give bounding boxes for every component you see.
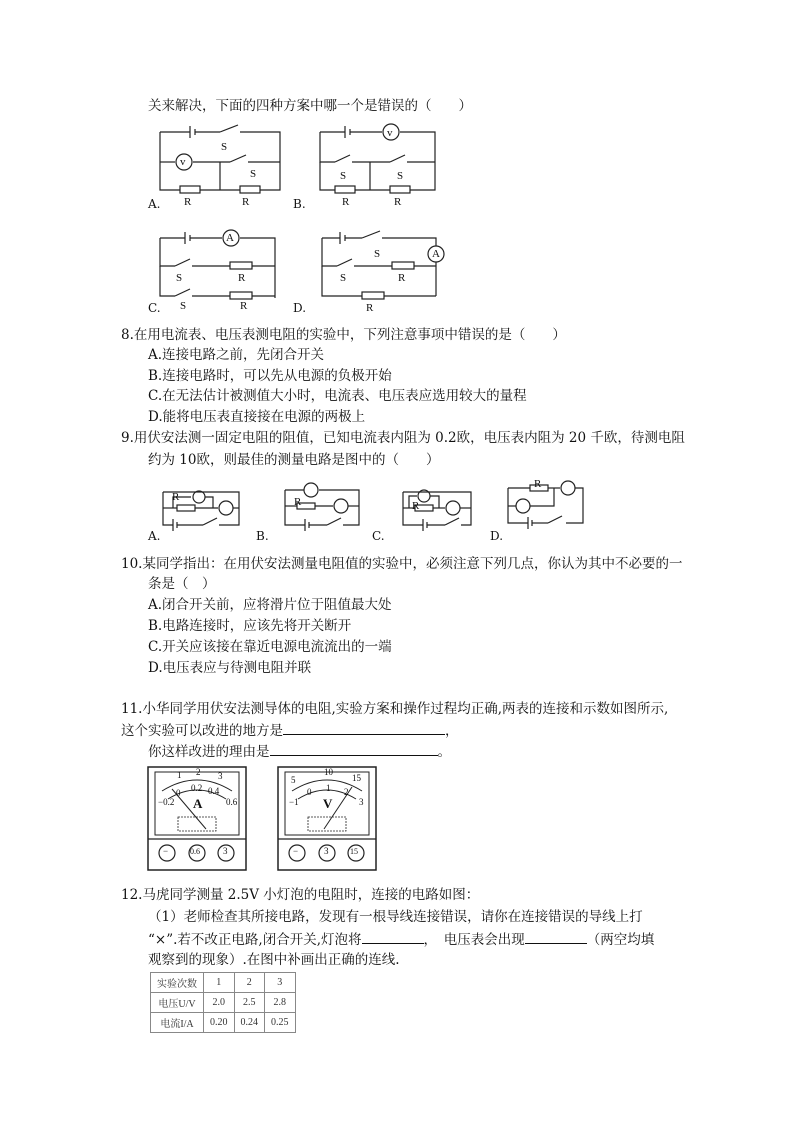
table-cell: 电压U/V <box>151 993 204 1013</box>
q9c-r-label: R <box>412 500 420 512</box>
q9-opt-c: C. <box>372 529 385 543</box>
q9d-r-label: R <box>534 478 542 490</box>
q9-opt-b: B. <box>256 529 269 543</box>
q7c-a-label: A <box>226 232 234 244</box>
table-header: 实验次数 <box>151 973 204 993</box>
table-cell: 2.8 <box>265 993 296 1013</box>
q11-stem-line1: 11.小华同学用伏安法测导体的电阻,实验方案和操作过程均正确,两表的连接和示数如图所示, <box>121 701 669 717</box>
voltmeter-bottom-2: 0 <box>307 787 312 797</box>
ammeter-bottom-5: 0.6 <box>226 797 238 807</box>
ammeter-bottom-4: 0.4 <box>208 786 220 796</box>
q11-stem-line3-text: 你这样改进的理由是 <box>148 744 270 760</box>
q12-data-table <box>150 972 296 1033</box>
q7d-a-label: A <box>432 248 440 260</box>
table-row <box>151 1013 296 1033</box>
q9b-r-label: R <box>294 496 302 508</box>
q7-opt-d: D. <box>293 301 307 315</box>
q12-part1-line2-text-a: “×”.若不改正电路,闭合开关,灯泡将 <box>148 932 362 948</box>
voltmeter-bottom-3: 1 <box>326 783 331 793</box>
voltmeter-top-3: 15 <box>352 773 361 783</box>
q12-blank-2[interactable] <box>525 929 587 944</box>
q12-part1-line1: （1）老师检查其所接电路，发现有一根导线连接错误，请你在连接错误的导线上打 <box>148 909 643 925</box>
q7b-rx-label: R <box>342 196 350 208</box>
q12-part1-line2-text-b: ， 电压表会出现 <box>423 932 525 948</box>
q7-circuit-b <box>320 122 450 212</box>
voltmeter-unit: V <box>323 796 333 811</box>
ammeter-top-3: 3 <box>218 771 223 781</box>
q8-option-a: A.连接电路之前，先闭合开关 <box>148 347 325 363</box>
q11-stem-line2-end: ， <box>445 723 459 739</box>
q7-circuit-d <box>322 228 452 313</box>
q7a-r1-label: R <box>242 196 250 208</box>
q8-option-d: D.能将电压表直接接在电源的两极上 <box>148 409 366 425</box>
voltmeter-terminal-15: 15 <box>350 847 358 856</box>
q11-stem-line2 <box>121 720 459 741</box>
q10-stem-line2: 条是（ ） <box>148 576 216 592</box>
q11-stem-line2-text: 这个实验可以改进的地方是 <box>121 723 283 739</box>
q7a-rx-label: R <box>184 196 192 208</box>
q7c-rx-label: R <box>238 272 246 284</box>
q10-option-a: A.闭合开关前，应将滑片位于阻值最大处 <box>148 597 392 613</box>
table-row <box>151 993 296 1013</box>
voltmeter-top-2: 10 <box>324 767 333 777</box>
q7b-s2-label: S <box>397 170 404 182</box>
voltmeter-bottom-1: −1 <box>289 797 299 807</box>
q9-opt-d: D. <box>490 529 504 543</box>
table-header: 2 <box>234 973 265 993</box>
q11-blank-1[interactable] <box>283 720 445 735</box>
q8-stem: 8.在用电流表、电压表测电阻的实验中，下列注意事项中错误的是（ ） <box>121 327 566 343</box>
table-header-row <box>151 973 296 993</box>
q7-opt-a: A. <box>148 197 161 211</box>
q9-stem-line1: 9.用伏安法测一固定电阻的阻值，已知电流表内阻为 0.2欧，电压表内阻为 20 千欧，待测电阻 <box>121 430 685 446</box>
ammeter-terminal-3: 3 <box>223 846 228 856</box>
ammeter-unit: A <box>193 796 203 811</box>
q12-part1-line3: 观察到的现象）.在图中补画出正确的连线. <box>148 952 400 968</box>
ammeter-top-2: 2 <box>196 767 201 777</box>
q7b-v-label: v <box>387 127 393 139</box>
q12-part1-line2-text-c: （两空均填 <box>586 932 655 948</box>
q7c-r1-label: R <box>240 300 248 312</box>
q10-option-c: C.开关应该接在靠近电源电流流出的一端 <box>148 639 392 655</box>
ammeter-terminal-neg: − <box>163 846 169 856</box>
ammeter-bottom-2: 0 <box>176 788 181 798</box>
table-cell: 2.5 <box>234 993 265 1013</box>
q7d-rx-label: R <box>398 272 406 284</box>
q11-stem-line3-end: 。 <box>437 744 451 760</box>
q7a-v-label: v <box>180 156 186 168</box>
voltmeter-bottom-5: 3 <box>359 797 364 807</box>
voltmeter-terminal-neg: − <box>293 846 299 856</box>
q7c-s1-label: S <box>180 300 187 312</box>
voltmeter-terminal-3: 3 <box>324 846 329 856</box>
table-cell: 电流I/A <box>151 1013 204 1033</box>
q9-stem-line2: 约为 10欧，则最佳的测量电路是图中的（ ） <box>148 452 440 468</box>
q7b-s1-label: S <box>340 170 347 182</box>
q10-stem-line1: 10.某同学指出：在用伏安法测量电阻值的实验中，必须注意下列几点，你认为其中不必要的一 <box>121 556 683 572</box>
ammeter-bottom-1: −0.2 <box>158 797 175 807</box>
q8-option-c: C.在无法估计被测值大小时，电流表、电压表应选用较大的量程 <box>148 388 527 404</box>
q10-option-b: B.电路连接时，应该先将开关断开 <box>148 618 352 634</box>
q8-option-b: B.连接电路时，可以先从电源的负极开始 <box>148 368 392 384</box>
voltmeter-bottom-4: 2 <box>344 787 349 797</box>
q7c-s2-label: S <box>176 272 183 284</box>
q12-blank-1[interactable] <box>362 929 424 944</box>
q7-stem-cont: 关来解决，下面的四种方案中哪一个是错误的（ ） <box>148 98 472 114</box>
ammeter-terminal-06: 0.6 <box>190 847 200 856</box>
table-cell: 0.24 <box>234 1013 265 1033</box>
q12-stem: 12.马虎同学测量 2.5V 小灯泡的电阻时，连接的电路如图： <box>121 887 480 903</box>
q9a-r-label: R <box>172 491 180 503</box>
q10-option-d: D.电压表应与待测电阻并联 <box>148 660 312 676</box>
q7a-s1-label: S <box>221 141 228 153</box>
ammeter-top-1: 1 <box>177 770 182 780</box>
table-cell: 0.25 <box>265 1013 296 1033</box>
table-cell: 2.0 <box>204 993 235 1013</box>
q7-opt-c: C. <box>148 301 161 315</box>
q7d-r1-label: R <box>366 302 374 314</box>
table-header: 3 <box>265 973 296 993</box>
q7a-s2-label: S <box>250 168 257 180</box>
table-header: 1 <box>204 973 235 993</box>
voltmeter-top-1: 5 <box>291 775 296 785</box>
table-cell: 0.20 <box>204 1013 235 1033</box>
q7b-r1-label: R <box>394 196 402 208</box>
q12-part1-line2 <box>148 929 654 950</box>
q11-stem-line3 <box>148 741 451 762</box>
q9-circuit-b <box>285 485 365 533</box>
q7-opt-b: B. <box>293 197 306 211</box>
q7d-s2-label: S <box>340 272 347 284</box>
ammeter-bottom-3: 0.2 <box>191 783 203 793</box>
q9-opt-a: A. <box>148 529 161 543</box>
q7d-s1-label: S <box>374 248 381 260</box>
q9-circuit-d <box>508 478 588 533</box>
q11-blank-2[interactable] <box>270 741 438 756</box>
